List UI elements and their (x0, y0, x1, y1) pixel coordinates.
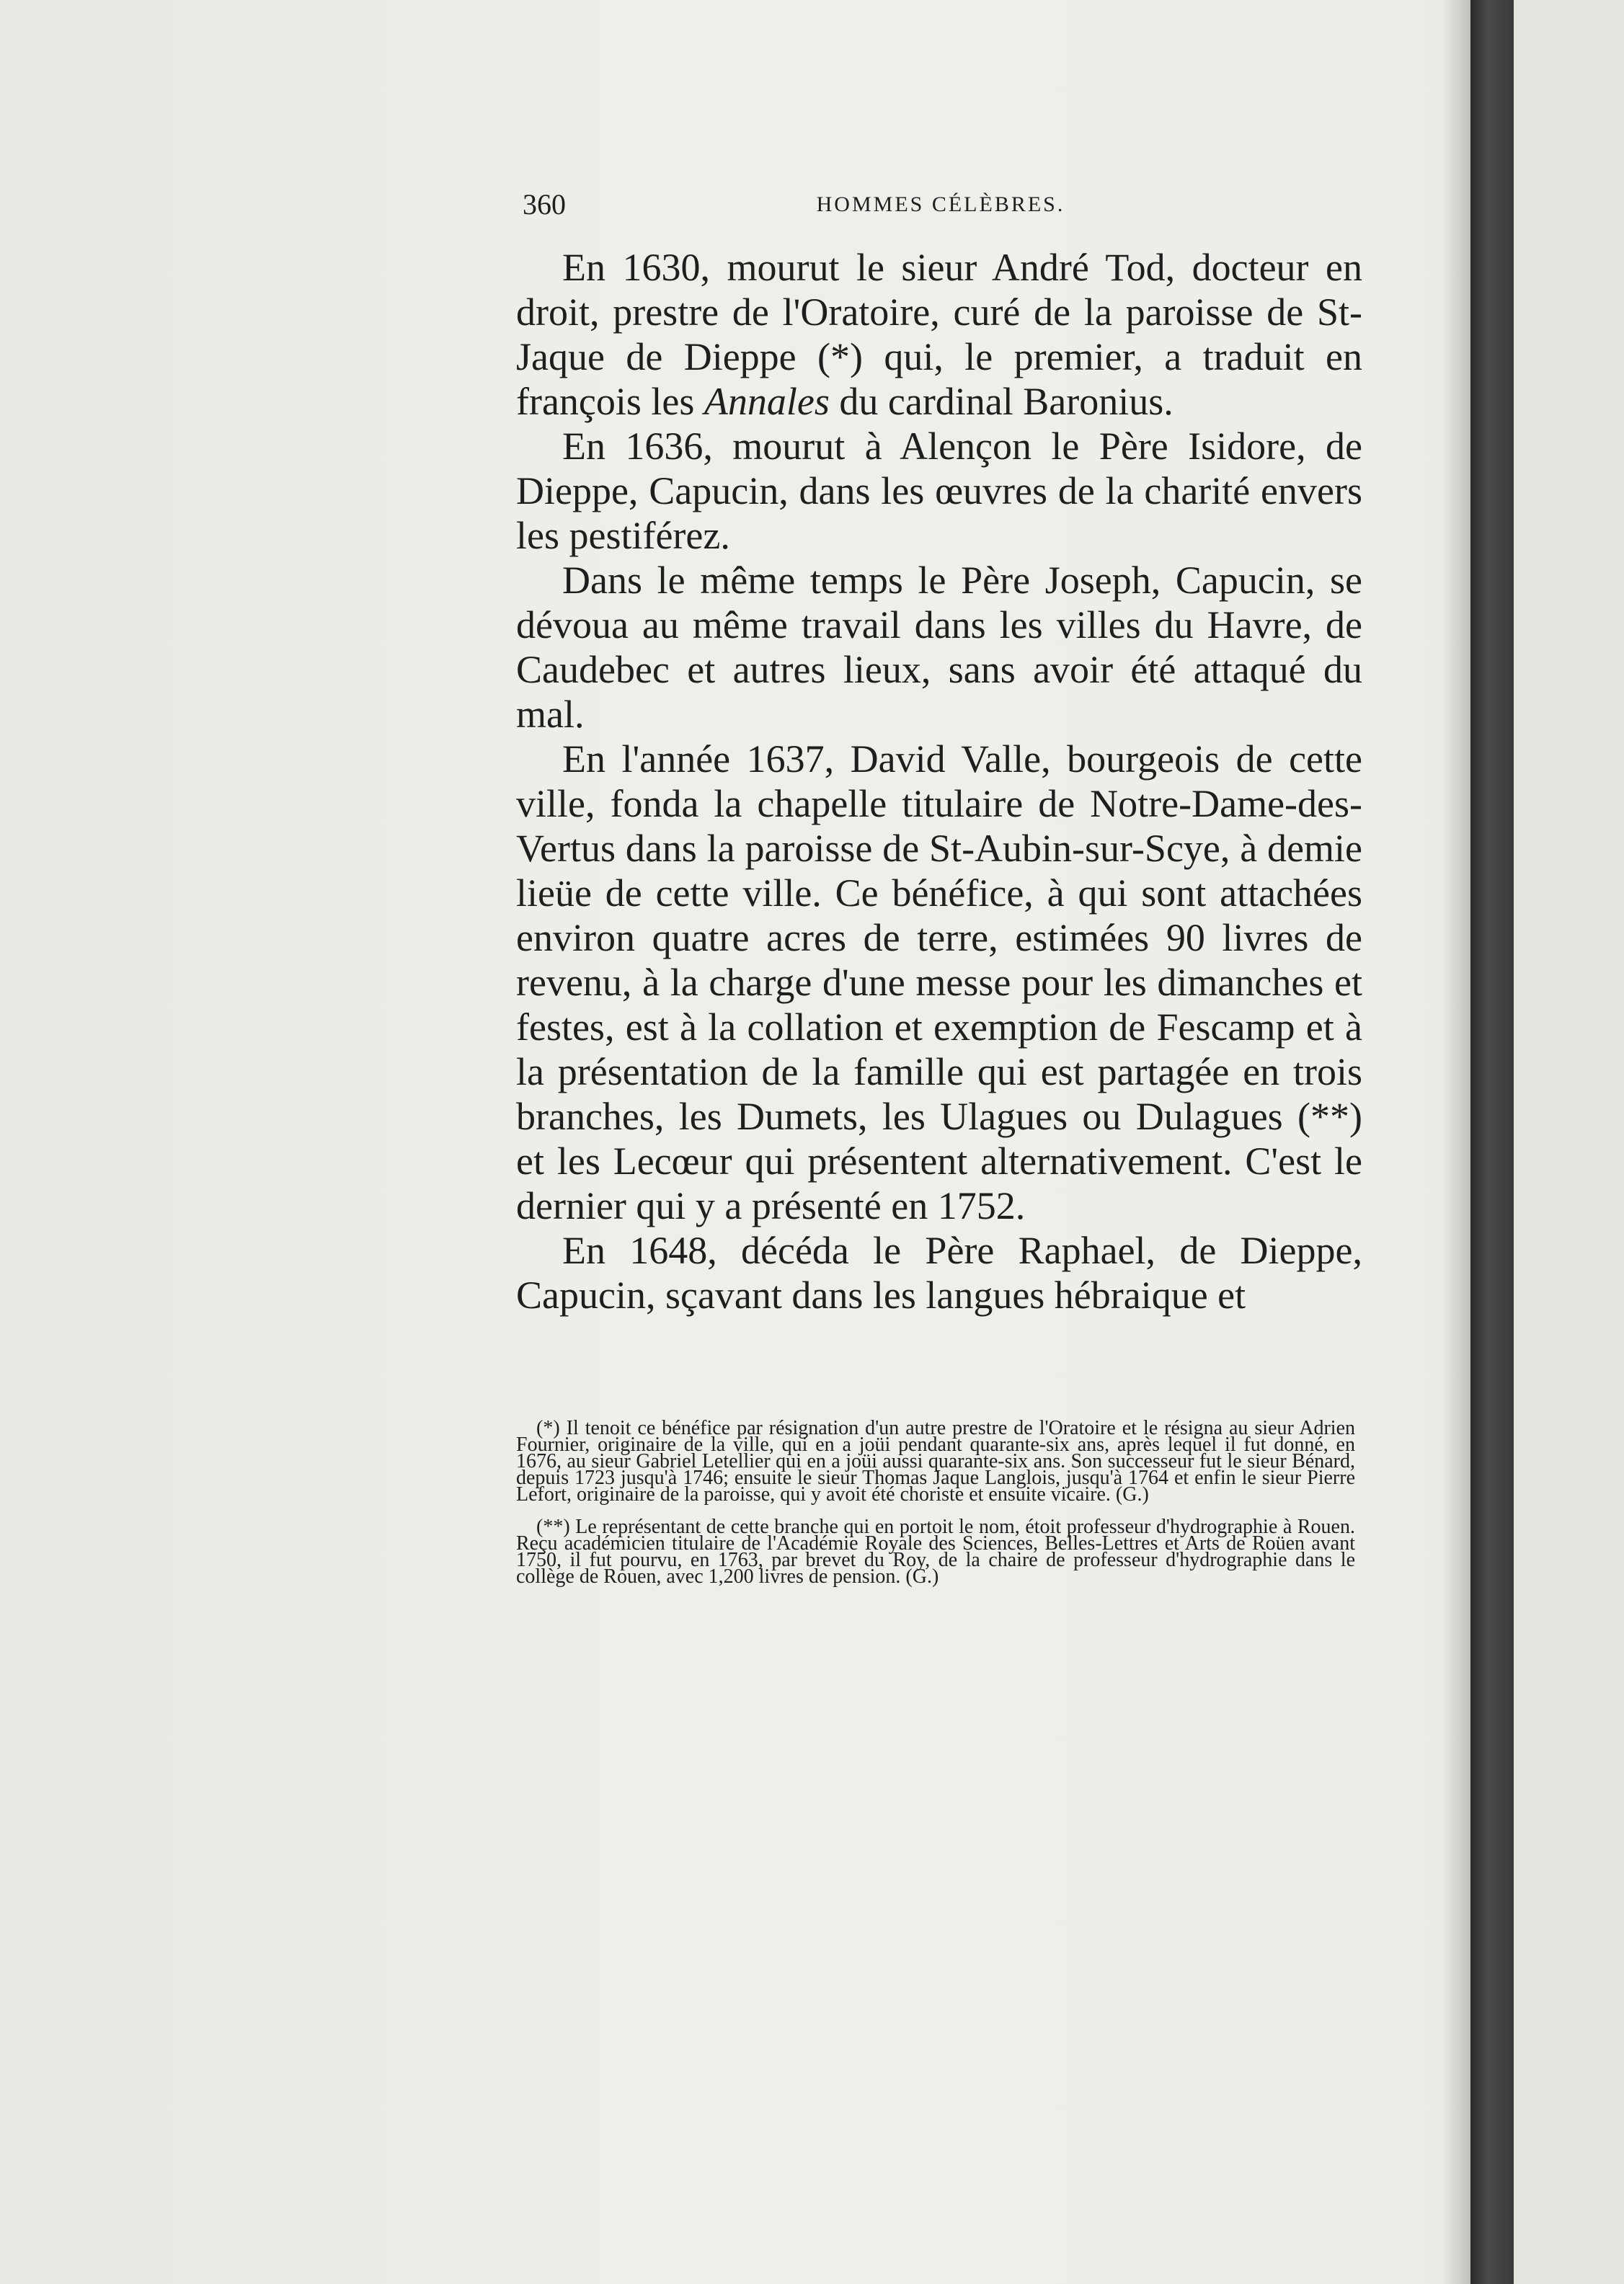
footnote-2: (**) Le représentant de cette branche qui en portoit le nom, étoit professeur d'hydrographie à Rouen. Reçu académicien titulaire de l'Académie Royale des Sciences, Belles-Lettres et Arts de Roüen avant 1750, il fut pourvu, en 1763, par brevet du Roy, de la chaire de professeur d'hydrographie dans le collège de Rouen, avec 1,200 livres de pension. (G.) (516, 1516, 1355, 1588)
paragraph-tod-end: du cardinal Baronius. (839, 380, 1173, 423)
adjacent-page-edge (1514, 0, 1624, 2284)
paragraph-valle: En l'année 1637, David Valle, bourgeois de cette ville, fonda la chapelle titulaire de Notre-Dame-des-Vertus dans la paroisse de St-Aubin-sur-Scye, à demie lieüe de cette ville. Ce bénéfice, à qui sont attachées environ quatre acres de terre, estimées 90 livres de revenu, à la charge d'une messe pour les dimanches et festes, est à la collation et exemption de Fescamp et à la présentation de la famille qui est partagée en trois branches, les Dumets, les Ulagues ou Dulagues (**) et les Lecœur qui présentent alternativement. C'est le dernier qui y a présenté en 1752. (516, 737, 1362, 1227)
page-header (523, 183, 1359, 226)
paragraph-isidore: En 1636, mourut à Alençon le Père Isidore, de Dieppe, Capucin, dans les œuvres de la charité envers les pestiférez. (516, 425, 1362, 557)
running-title: HOMMES CÉLÈBRES. (816, 192, 1065, 216)
page-number: 360 (523, 188, 566, 221)
main-text (516, 245, 1362, 1317)
binding-edge (1470, 0, 1514, 2284)
paragraph-tod (516, 245, 1362, 424)
footnotes (516, 1417, 1355, 1601)
footnote-1: (*) Il tenoit ce bénéfice par résignation d'un autre prestre de l'Oratoire et le résigna au sieur Adrien Fournier, originaire de la ville, qui en a joüi pendant quarante-six ans, après lequel il fut donné, en 1676, au sieur Gabriel Letellier qui en a joüi aussi quarante-six ans. Son successeur fut le sieur Bénard, depuis 1723 jusqu'à 1746; ensuite le sieur Thomas Jaque Langlois, jusqu'à 1764 et enfin le sieur Pierre Lefort, originaire de la paroisse, qui y avoit été choriste et ensuite vicaire. (G.) (516, 1417, 1355, 1506)
paragraph-tod-text: En 1630, mourut le sieur André Tod, docteur en droit, prestre de l'Oratoire, curé de la paroisse de St-Jaque de Dieppe (*) qui, le premier, a traduit en françois les (516, 246, 1362, 423)
paragraph-raphael: En 1648, décéda le Père Raphael, de Dieppe, Capucin, sçavant dans les langues hébraique et (516, 1229, 1362, 1317)
gutter-shadow (1442, 0, 1470, 2284)
annales-title: Annales (704, 380, 830, 423)
paragraph-joseph: Dans le même temps le Père Joseph, Capucin, se dévoua au même travail dans les villes du Havre, de Caudebec et autres lieux, sans avoir été attaqué du mal. (516, 559, 1362, 736)
